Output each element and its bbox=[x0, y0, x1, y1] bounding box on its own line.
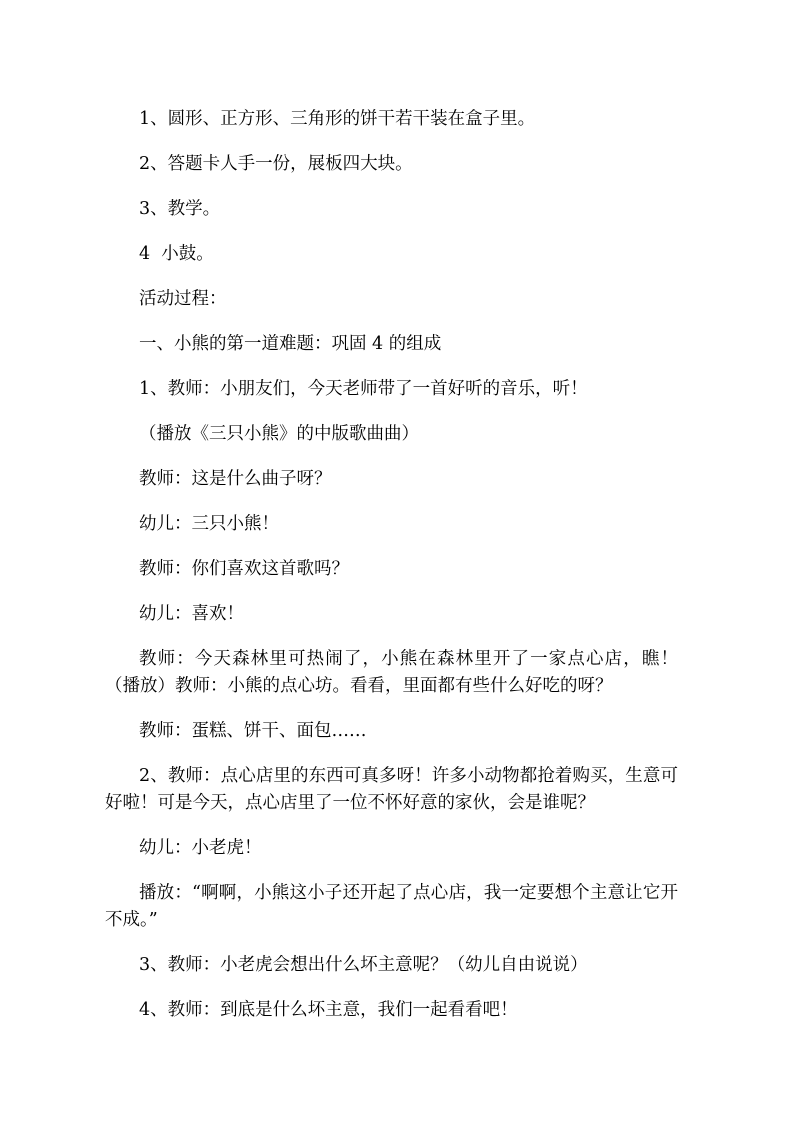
section-heading-first-challenge: 一、小熊的第一道难题：巩固 4 的组成 bbox=[139, 334, 442, 354]
paragraph-step-4: 4、教师：到底是什么坏主意，我们一起看看吧！ bbox=[139, 1000, 518, 1020]
paragraph-teacher-snacks: 教师：蛋糕、饼干、面包…… bbox=[139, 721, 367, 741]
paragraph-materials-4: 4 小鼓。 bbox=[139, 244, 214, 264]
paragraph-teacher-forest: 教师：今天森林里可热闹了，小熊在森林里开了一家点心店，瞧！（播放）教师：小熊的点心坊。看看，里面都有些什么好吃的呀？ bbox=[105, 649, 678, 696]
paragraph-teacher-question: 教师：这是什么曲子呀？ bbox=[139, 469, 332, 489]
paragraph-child-tiger: 幼儿：小老虎！ bbox=[139, 838, 262, 858]
paragraph-play-song: （播放《三只小熊》的中版歌曲曲） bbox=[139, 424, 419, 444]
paragraph-materials-3: 3、教学。 bbox=[139, 199, 221, 219]
paragraph-step-2: 2、教师：点心店里的东西可真多呀！许多小动物都抢着购买，生意可好啦！可是今天，点心店里了一位不怀好意的家伙，会是谁呢？ bbox=[105, 766, 678, 813]
paragraph-materials-1: 1、圆形、正方形、三角形的饼干若干装在盒子里。 bbox=[139, 109, 536, 129]
paragraph-play-tiger: 播放：“啊啊，小熊这小子还开起了点心店，我一定要想个主意让它开不成。” bbox=[105, 883, 678, 930]
paragraph-materials-2: 2、答题卡人手一份，展板四大块。 bbox=[139, 154, 413, 174]
section-heading-activity-process: 活动过程： bbox=[139, 289, 227, 309]
paragraph-child-answer: 幼儿：三只小熊！ bbox=[139, 514, 279, 534]
paragraph-step-1: 1、教师：小朋友们，今天老师带了一首好听的音乐，听！ bbox=[139, 379, 588, 399]
document-body bbox=[105, 106, 678, 1042]
paragraph-teacher-like: 教师：你们喜欢这首歌吗？ bbox=[139, 559, 349, 579]
paragraph-child-like: 幼儿：喜欢！ bbox=[139, 604, 244, 624]
paragraph-step-3: 3、教师：小老虎会想出什么坏主意呢？（幼儿自由说说） bbox=[139, 955, 588, 975]
